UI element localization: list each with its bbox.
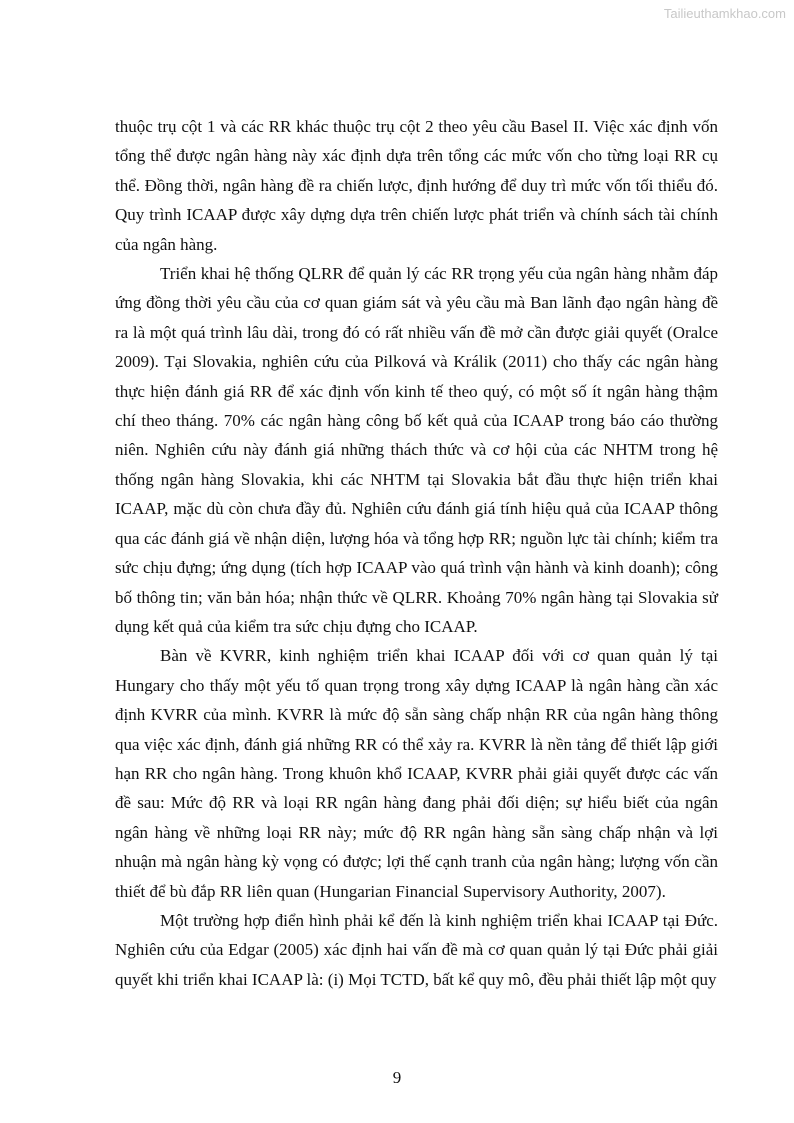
page-number: 9 (392, 1068, 402, 1087)
paragraph-1: thuộc trụ cột 1 và các RR khác thuộc trụ cột 2 theo yêu cầu Basel II. Việc xác định vốn tổng thể được ngân hàng này xác định dựa trên tổng các mức vốn cho từng loại RR cụ thể. Đồng thời, ngân hàng đề ra chiến lược, định hướng để duy trì mức vốn tối thiểu đó. Quy trình ICAAP được xây dựng dựa trên chiến lược phát triển và chính sách tài chính của ngân hàng. (115, 117, 718, 254)
paragraph-3: Bàn về KVRR, kinh nghiệm triển khai ICAAP đối với cơ quan quản lý tại Hungary cho thấy một yếu tố quan trọng trong xây dựng ICAAP là ngân hàng cần xác định KVRR của mình. KVRR là mức độ sẵn sàng chấp nhận RR của ngân hàng thông qua việc xác định, đánh giá những RR có thể xảy ra. KVRR là nền tảng để thiết lập giới hạn RR cho ngân hàng. Trong khuôn khổ ICAAP, KVRR phải giải quyết được các vấn đề sau: Mức độ RR và loại RR ngân hàng đang phải đối diện; sự hiểu biết của ngân ngân hàng về những loại RR này; mức độ RR ngân hàng sẵn sàng chấp nhận và lợi nhuận mà ngân hàng kỳ vọng có được; lợi thế cạnh tranh của ngân hàng; lượng vốn cần thiết để bù đắp RR liên quan (Hungarian Financial Supervisory Authority, 2007). (115, 646, 718, 901)
paragraph-2: Triển khai hệ thống QLRR để quản lý các RR trọng yếu của ngân hàng nhằm đáp ứng đồng thời yêu cầu của cơ quan giám sát và yêu cầu mà Ban lãnh đạo ngân hàng đề ra là một quá trình lâu dài, trong đó có rất nhiều vấn đề mở cần được giải quyết (Oralce 2009). Tại Slovakia, nghiên cứu của Pilková và Králik (2011) cho thấy các ngân hàng thực hiện đánh giá RR để xác định vốn kinh tế theo quý, có một số ít ngân hàng thậm chí theo tháng. 70% các ngân hàng công bố kết quả của ICAAP trong báo cáo thường niên. Nghiên cứu này đánh giá những thách thức và cơ hội của các NHTM trong hệ thống ngân hàng Slovakia, khi các NHTM tại Slovakia bắt đầu thực hiện triển khai ICAAP, mặc dù còn chưa đầy đủ. Nghiên cứu đánh giá tính hiệu quả của ICAAP thông qua các đánh giá về nhận diện, lượng hóa và tổng hợp RR; nguồn lực tài chính; kiểm tra sức chịu đựng; ứng dụng (tích hợp ICAAP vào quá trình vận hành và kinh doanh); công bố thông tin; văn bản hóa; nhận thức về QLRR. Khoảng 70% ngân hàng tại Slovakia sử dụng kết quả của kiểm tra sức chịu đựng cho ICAAP. (115, 264, 718, 636)
page-body (115, 112, 718, 994)
watermark: Tailieuthamkhao.com (663, 6, 786, 21)
paragraph-4: Một trường hợp điển hình phải kể đến là kinh nghiệm triển khai ICAAP tại Đức. Nghiên cứu của Edgar (2005) xác định hai vấn đề mà cơ quan quản lý tại Đức phải giải quyết khi triển khai ICAAP là: (i) Mọi TCTD, bất kể quy mô, đều phải thiết lập một quy (115, 910, 718, 989)
